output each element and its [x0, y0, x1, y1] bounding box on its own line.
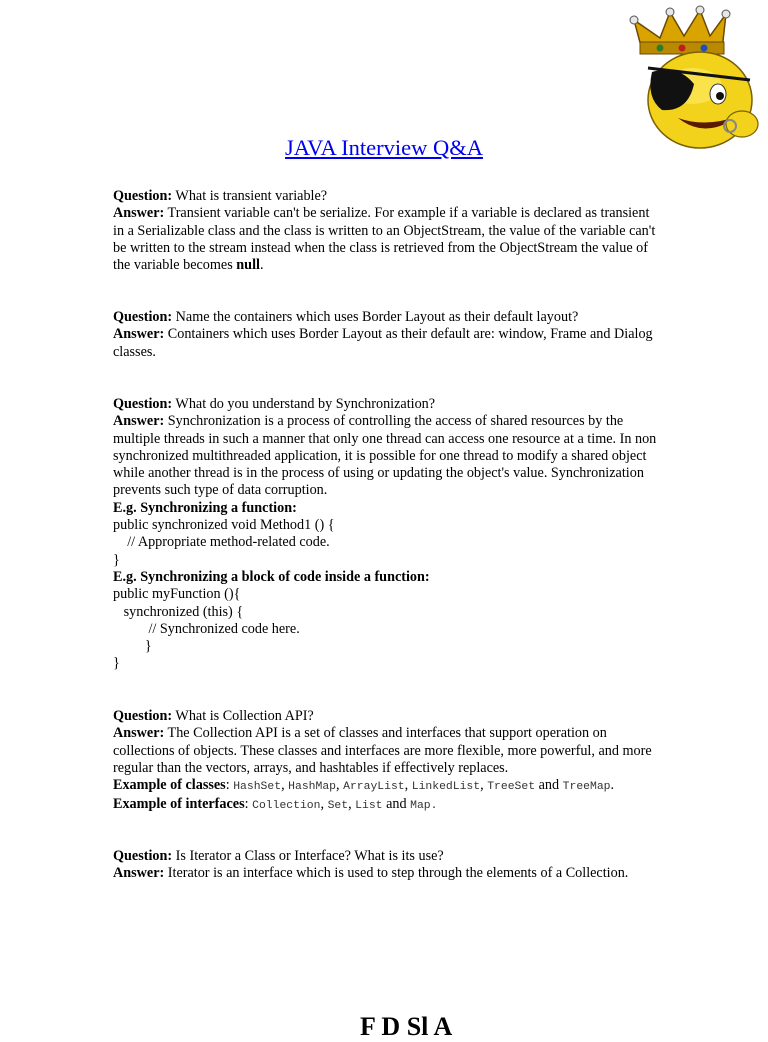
question-text: Is Iterator a Class or Interface? What is its use? — [175, 848, 444, 864]
code-line: public myFunction (){ — [113, 586, 241, 603]
interface-name: Set — [327, 800, 349, 813]
question-text: Name the containers which uses Border Layout as their default layout? — [175, 309, 579, 325]
question-label: Question: — [113, 309, 173, 325]
answer-label: Answer: — [113, 865, 165, 882]
answer-null-keyword: null — [236, 257, 260, 274]
qa-collection-api — [113, 708, 661, 816]
question-label: Question: — [113, 708, 173, 724]
question-label: Question: — [113, 396, 173, 412]
crown-icon — [630, 6, 730, 54]
crowned-pirate-smiley-icon — [622, 2, 768, 156]
class-name: HashMap — [288, 781, 337, 794]
interface-name: List — [355, 800, 383, 813]
qa-border-layout — [113, 309, 661, 361]
answer-text: Synchronization is a process of controlling the access of shared resources by the multiple threads in such a manner that only one thread can access one resource at a time. In non synchronized multithreaded application, it is possible for one thread to modify a shared object while another thread is in the process of using or updating the object's value. Synchronization prevents such type of data corruption. — [113, 413, 657, 499]
class-name: ArrayList — [343, 781, 405, 794]
interface-name: Map — [410, 800, 431, 813]
and-word: and — [538, 777, 560, 794]
answer-line — [113, 205, 661, 274]
question-line — [113, 708, 661, 725]
question-line — [113, 309, 661, 326]
answer-label: Answer: — [113, 205, 165, 222]
answer-line — [113, 725, 661, 777]
code-line: synchronized (this) { — [113, 603, 244, 620]
code-example-block — [113, 586, 661, 672]
qa-transient-variable — [113, 188, 661, 274]
question-text: What do you understand by Synchronization? — [175, 396, 436, 412]
answer-line — [113, 413, 661, 499]
and-word: and — [386, 796, 407, 813]
answer-label: Answer: — [113, 413, 165, 430]
code-line: // Appropriate method-related code. — [113, 534, 330, 551]
answer-text: Containers which uses Border Layout as their default are: window, Frame and Dialog classes. — [113, 326, 653, 360]
answer-line — [113, 326, 661, 361]
qa-iterator — [113, 848, 661, 883]
code-line: } — [113, 551, 120, 568]
class-name: TreeMap — [562, 781, 611, 794]
interface-name: Collection — [252, 800, 321, 813]
question-label: Question: — [113, 188, 173, 204]
example-interfaces-line: Example of interfaces: Collection, Set, List and Map. — [113, 796, 438, 813]
page-title[interactable]: JAVA Interview Q&A — [285, 135, 483, 160]
answer-label: Answer: — [113, 326, 165, 343]
answer-text: Transient variable can't be serialize. For example if a variable is declared as transient in a Serializable class and the class is written to an ObjectStream, the value of the variable can't be written to the stream instead when the class is retrieved from the ObjectStream the value of the variable becomes — [113, 205, 656, 274]
code-line: } — [113, 638, 152, 655]
example-classes-line: Example of classes: HashSet, HashMap, ArrayList, LinkedList, TreeSet and TreeMap. — [113, 777, 615, 794]
code-line: // Synchronized code here. — [113, 620, 300, 637]
qa-synchronization — [113, 396, 661, 673]
question-label: Question: — [113, 848, 173, 864]
answer-text: The Collection API is a set of classes and interfaces that support operation on collections of objects. These classes and interfaces are more flexible, more powerful, and more regular than the vectors, arrays, and hashtables if effectively replaces. — [113, 725, 652, 776]
class-name: HashSet — [233, 781, 282, 794]
class-name: TreeSet — [487, 781, 536, 794]
cut-off-footer-text: F D Sl A — [360, 1012, 453, 1041]
answer-line — [113, 865, 661, 882]
answer-label: Answer: — [113, 725, 165, 742]
code-line: } — [113, 655, 120, 672]
question-text: What is transient variable? — [175, 188, 328, 204]
question-line — [113, 396, 661, 413]
example-interfaces-label: Example of interfaces — [113, 796, 245, 813]
answer-text: Iterator is an interface which is used to step through the elements of a Collection. — [167, 865, 629, 882]
code-example-function — [113, 517, 661, 569]
class-name: LinkedList — [411, 781, 481, 794]
question-text: What is Collection API? — [175, 708, 314, 724]
example-classes-label: Example of classes — [113, 777, 226, 794]
example-heading-function: E.g. Synchronizing a function: — [113, 499, 297, 516]
code-line: public synchronized void Method1 () { — [113, 517, 335, 534]
answer-period: . — [259, 257, 264, 274]
question-line — [113, 188, 661, 205]
example-heading-block: E.g. Synchronizing a block of code inside a function: — [113, 568, 430, 585]
question-line — [113, 848, 661, 865]
